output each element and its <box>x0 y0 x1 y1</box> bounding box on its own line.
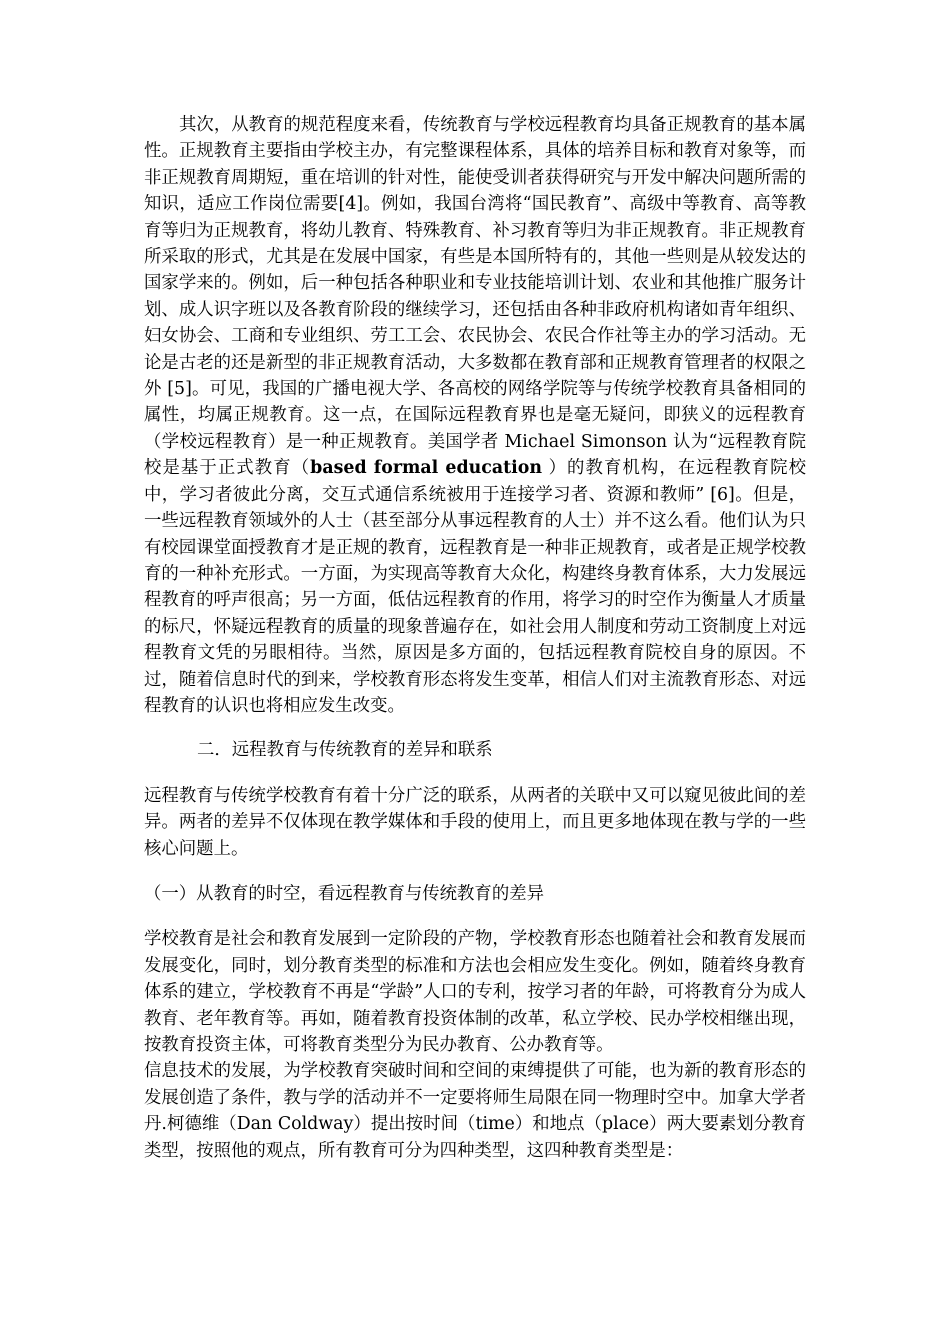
subheading-time-space: （一）从教育的时空，看远程教育与传统教育的差异 <box>144 883 544 904</box>
paragraph-relationship: 远程教育与传统学校教育有着十分广泛的联系，从两者的关联中又可以窥见彼此间的差异。两者的差异不仅体现在教学媒体和手段的使用上，而且更多地体现在教与学的一些核心问题上。 <box>144 785 806 859</box>
paragraph-school-education: 学校教育是社会和教育发展到一定阶段的产物，学校教育形态也随着社会和教育发展而发展变化，同时，划分教育类型的标准和方法也会相应发生变化。例如，随着终身教育体系的建立，学校教育不再是“学龄”人口的专利，按学习者的年龄，可将教育分为成人教育、老年教育等。再如，随着教育投资体制的改革，私立学校、民办学校相继出现，按教育投资主体，可将教育类型分为民办教育、公办教育等。 <box>144 929 806 1055</box>
paragraph-formal-education-text: 其次，从教育的规范程度来看，传统教育与学校远程教育均具备正规教育的基本属性。正规教育主要指由学校主办，有完整课程体系，具体的培养目标和教育对象等，而非正规教育周期短，重在培训的针对性，能使受训者获得研究与开发中解决问题所需的知识，适应工作岗位需要[4]。例如，我国台湾将“国民教育”、高级中等教育、高等教育等归为正规教育，将幼儿教育、特殊教育、补习教育等归为非正规教育。非正规教育所采取的形式，尤其是在发展中国家，有些是本国所特有的，其他一些则是从较发达的国家学来的。例如，后一种包括各种职业和专业技能培训计划、农业和其他推广服务计划、成人识字班以及各教育阶段的继续学习，还包括由各种非政府机构诸如青年组织、妇女协会、工商和专业组织、劳工工会、农民协会、农民合作社等主办的学习活动。无论是古老的还是新型的非正规教育活动，大多数都在教育部和正规教育管理者的权限之外 [5]。可见，我国的广播电视大学、各高校的网络学院等与传统学校教育具备相同的属性，均属正规教育。这一点，在国际远程教育界也是毫无疑问，即狭义的远程教育（学校远程教育）是一种正规教育。美国学者 Michael Simonson 认为“远程教育院校是基于正式教育（ <box>144 115 806 479</box>
paragraph-formal-education-text-rest: ）的教育机构，在远程教育院校中，学习者彼此分离，交互式通信系统被用于连接学习者、资源和教师” [6]。但是，一些远程教育领域外的人士（甚至部分从事远程教育的人士）并不这么看。他们认为只有校园课堂面授教育才是正规的教育，远程教育是一种非正规教育，或者是正规学校教育的一种补充形式。一方面，为实现高等教育大众化，构建终身教育体系，大力发展远程教育的呼声很高；另一方面，低估远程教育的作用，将学习的时空作为衡量人才质量的标尺，怀疑远程教育的质量的现象普遍存在，如社会用人制度和劳动工资制度上对远程教育文凭的另眼相待。当然，原因是多方面的，包括远程教育院校自身的原因。不过，随着信息时代的到来，学校教育形态将发生变革，相信人们对主流教育形态、对远程教育的认识也将相应发生改变。 <box>144 458 806 716</box>
document-page <box>144 112 806 1164</box>
paragraph-information-technology: 信息技术的发展，为学校教育突破时间和空间的束缚提供了可能，也为新的教育形态的发展创造了条件，教与学的活动并不一定要将师生局限在同一物理时空中。加拿大学者丹.柯德维（Dan Coldway）提出按时间（time）和地点（place）两大要素划分教育类型，按照他的观点，所有教育可分为四种类型，这四种教育类型是： <box>144 1061 806 1161</box>
paragraph-formal-education <box>144 112 806 719</box>
bold-term: based formal education <box>310 458 542 479</box>
section-heading: 二．远程教育与传统教育的差异和联系 <box>197 740 493 761</box>
